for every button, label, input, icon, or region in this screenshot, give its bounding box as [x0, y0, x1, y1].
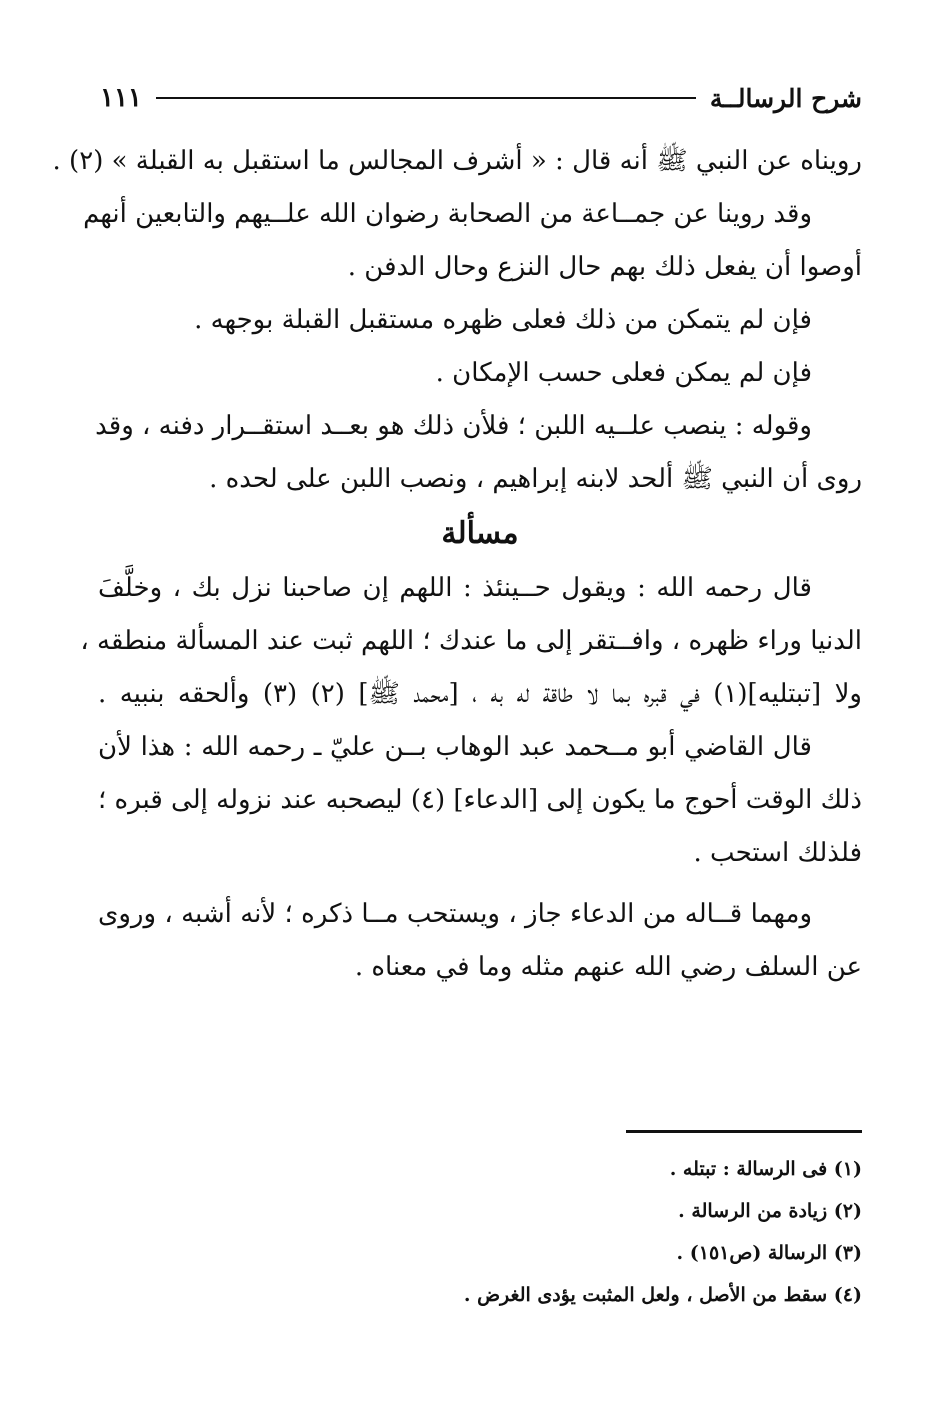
page-header: [100, 78, 862, 118]
footnote-rule: [626, 1130, 862, 1133]
text-line: عن السلف رضي الله عنهم مثله وما في معناه .: [354, 952, 862, 982]
text-line: وقوله : ينصب علــيه اللبن ؛ فلأن ذلك هو بعــد استقــرار دفنه ، وقد: [95, 411, 812, 441]
text-line: وقد روينا عن جمــاعة من الصحابة رضوان الله علــيهم والتابعين أنهم: [83, 199, 812, 229]
main-text: [52, 135, 863, 994]
text-line: قال رحمه الله : ويقول حــينئذ : اللهم إن صاحبنا نزل بك ، وخلَّفَ: [98, 573, 812, 603]
text-line: الدنيا وراء ظهره ، وافــتقر إلى ما عندك ؛ اللهم ثبت عند المسألة منطقه ،: [80, 626, 862, 656]
footnote-2: (٢) زيادة من الرسالة .: [678, 1200, 862, 1222]
text-line: ومهما قــاله من الدعاء جاز ، ويستحب مــا ذكره ؛ لأنه أشبه ، وروى: [98, 899, 812, 929]
text-line: ولا [تبتليه](١) في قبره بما لا طاقة له به ، [محمد ﷺ] (٢) (٣) وألحقه بنبيه .: [98, 679, 862, 709]
text-line: فلذلك استحب .: [693, 838, 862, 868]
paragraph-gap: [98, 880, 862, 888]
page-number: ١١١: [100, 83, 142, 113]
footnote-4: (٤) سقط من الأصل ، ولعل المثبت يؤدى الغرض .: [463, 1284, 862, 1306]
text-line: روى أن النبي ﷺ ألحد لابنه إبراهيم ، ونصب اللبن على لحده .: [209, 464, 862, 494]
section-heading: مسألة: [441, 516, 519, 551]
footnote-1: (١) فى الرسالة : تبتله .: [669, 1158, 862, 1180]
text-line: رويناه عن النبي ﷺ أنه قال : « أشرف المجالس ما استقبل به القبلة » (٢) .: [52, 146, 862, 176]
text-line: فإن لم يتمكن من ذلك فعلى ظهره مستقبل القبلة بوجهه .: [194, 305, 812, 335]
text-line: ذلك الوقت أحوج ما يكون إلى [الدعاء] (٤) ليصحبه عند نزوله إلى قبره ؛: [98, 785, 863, 815]
header-rule: [156, 97, 696, 99]
text-line: قال القاضي أبو مــحمد عبد الوهاب بــن عليّ ـ رحمه الله : هذا لأن: [98, 732, 812, 762]
footnotes: [300, 1148, 862, 1316]
text-line: فإن لم يمكن فعلى حسب الإمكان .: [435, 358, 812, 388]
running-title: شرح الرسالــة: [709, 83, 862, 113]
footnote-3: (٣) الرسالة (ص١٥١) .: [676, 1242, 862, 1264]
text-line: أوصوا أن يفعل ذلك بهم حال النزع وحال الدفن .: [347, 252, 862, 282]
